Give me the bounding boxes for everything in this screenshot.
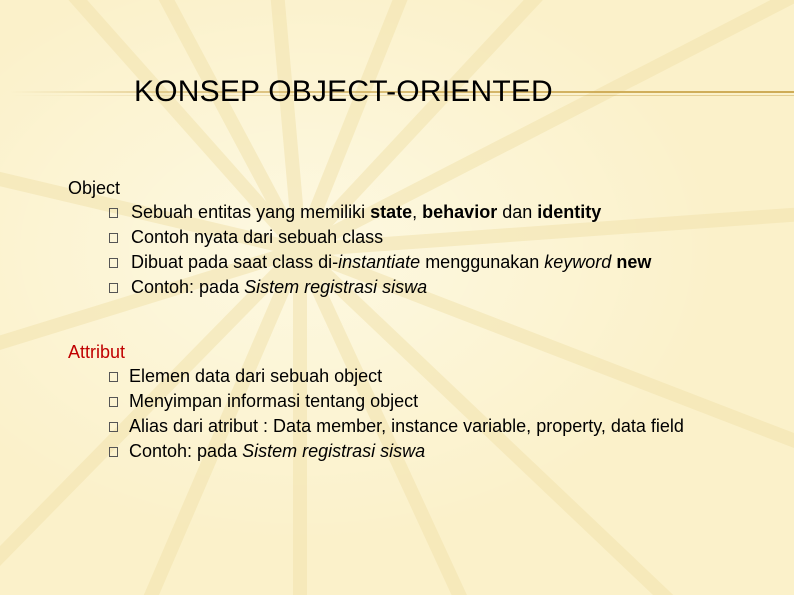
text-run: Contoh nyata dari sebuah class xyxy=(131,227,384,247)
list-item xyxy=(68,200,708,225)
text-run: Contoh: pada xyxy=(131,277,245,297)
text-run: Sebuah entitas yang memiliki xyxy=(131,202,371,222)
list-item xyxy=(68,389,708,414)
square-bullet-icon xyxy=(109,208,118,218)
text-run: , xyxy=(412,202,423,222)
square-bullet-icon xyxy=(109,372,118,382)
text-run: new xyxy=(616,252,652,272)
square-bullet-icon xyxy=(109,447,118,457)
list-item xyxy=(68,439,708,464)
square-bullet-icon xyxy=(109,258,118,268)
text-run: behavior xyxy=(422,202,498,222)
text-run: state xyxy=(370,202,413,222)
text-run: dan xyxy=(497,202,538,222)
attribut-bullet-list xyxy=(68,364,708,464)
square-bullet-icon xyxy=(109,233,118,243)
text-run: Alias dari atribut : Data member, instance variable, property, data field xyxy=(129,416,684,436)
text-run: identity xyxy=(537,202,602,222)
text-run: instantiate xyxy=(338,252,421,272)
list-item xyxy=(68,225,708,250)
square-bullet-icon xyxy=(109,422,118,432)
square-bullet-icon xyxy=(109,283,118,293)
section-object xyxy=(68,176,708,300)
text-run: menggunakan xyxy=(420,252,545,272)
slide-title: KONSEP OBJECT-ORIENTED xyxy=(134,75,553,108)
list-item xyxy=(68,364,708,389)
text-run: Menyimpan informasi tentang object xyxy=(129,391,419,411)
text-run: Sistem registrasi siswa xyxy=(242,441,426,461)
list-item xyxy=(68,250,708,275)
text-run: keyword xyxy=(544,252,612,272)
section-attribut xyxy=(68,340,708,464)
square-bullet-icon xyxy=(109,397,118,407)
list-item xyxy=(68,414,708,439)
text-run: Sistem registrasi siswa xyxy=(244,277,428,297)
section-heading-object: Object xyxy=(68,178,121,198)
text-run: Elemen data dari sebuah object xyxy=(129,366,383,386)
section-heading-attribut: Attribut xyxy=(68,342,126,362)
list-item xyxy=(68,275,708,300)
text-run: Contoh: pada xyxy=(129,441,243,461)
text-run: Dibuat pada saat class di- xyxy=(131,252,339,272)
object-bullet-list xyxy=(68,200,708,300)
